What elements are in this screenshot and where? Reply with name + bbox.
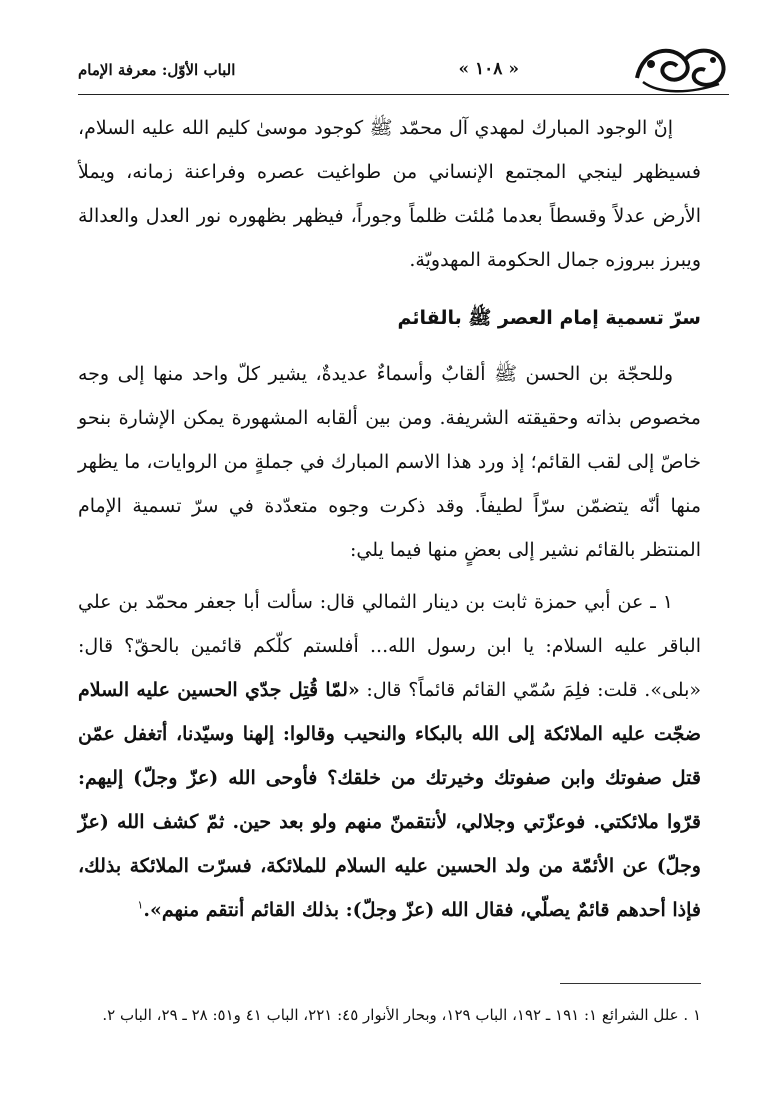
page-header xyxy=(78,38,729,100)
footnote-divider xyxy=(560,983,701,984)
section-title: سرّ تسمية إمام العصر ﷺ بالقائم xyxy=(397,307,701,329)
hadith-intro: ١ ـ عن أبي حمزة ثابت بن دينار الثمالي قال: سألت أبا جعفر محمّد بن علي الباقر عليه السلام: يا ابن رسول الله... أفلستم كلّكم قائمين بالحقّ؟ قال: «بلى». قلت: فلِمَ سُمّي القائم قائماً؟ قال: xyxy=(78,591,701,701)
footnote-reference[interactable]: ١ xyxy=(137,898,144,912)
hadith-quote: «لمّا قُتِل جدّي الحسين عليه السلام ضجّت عليه الملائكة إلى الله بالبكاء والنحيب وقالوا: إلهنا وسيّدنا، أتغفل عمّن قتل صفوتك وابن صفوتك وخيرتك من خلقك؟ فأوحى الله (عزّ وجلّ) إليهم: قرّوا ملائكتي. فوعزّتي وجلالي، لأنتقمنّ منهم ولو بعد حين. ثمّ كشف الله (عزّ وجلّ) عن الأئمّة من ولد الحسين عليه السلام للملائكة، فسرّت الملائكة بذلك، فإذا أحدهم قائمٌ يصلّي، فقال الله (عزّ وجلّ): بذلك القائم أنتقم منهم». xyxy=(78,679,701,921)
main-text xyxy=(78,106,701,932)
paragraph-1: إنّ الوجود المبارك لمهدي آل محمّد ﷺ كوجود موسىٰ كليم الله عليه السلام، فسيظهر لينجي المجتمع الإنساني من طواغيت عصره وفراعنة زمانه، ويملأ الأرض عدلاً وقسطاً بعدما مُلئت ظلماً وجوراً، فيظهر بظهوره نور العدل والعدالة ويبرز ببروزه جمال الحكومة المهدويّة. xyxy=(78,117,701,271)
chapter-title: الباب الأوّل: معرفة الإمام xyxy=(78,61,236,79)
footnote: ١ . علل الشرائع ١: ١٩١ ـ ١٩٢، الباب ١٢٩، وبحار الأنوار ٤٥: ٢٢١، الباب ٤١ و٥١: ٢٨ ـ ٢٩، الباب ٢. xyxy=(102,1006,701,1024)
header-divider xyxy=(78,94,729,95)
paragraph-2: وللحجّة بن الحسن ﷺ ألقابٌ وأسماءٌ عديدةٌ، يشير كلّ واحد منها إلى وجه مخصوص بذاته وحقيقته الشريفة. ومن بين ألقابه المشهورة يمكن الإشارة بنحو خاصّ إلى لقب القائم؛ إذ ورد هذا الاسم المبارك في جملةٍ من الروايات، ما يظهر منها أنّه يتضمّن سرّاً لطيفاً. وقد ذكرت وجوه متعدّدة في سرّ تسمية الإمام المنتظر بالقائم نشير إلى بعضٍ منها فيما يلي: xyxy=(78,363,701,561)
page-number: « ١٠٨ » xyxy=(458,59,519,79)
hadith-paragraph xyxy=(78,580,701,932)
ornament-icon xyxy=(629,38,729,96)
